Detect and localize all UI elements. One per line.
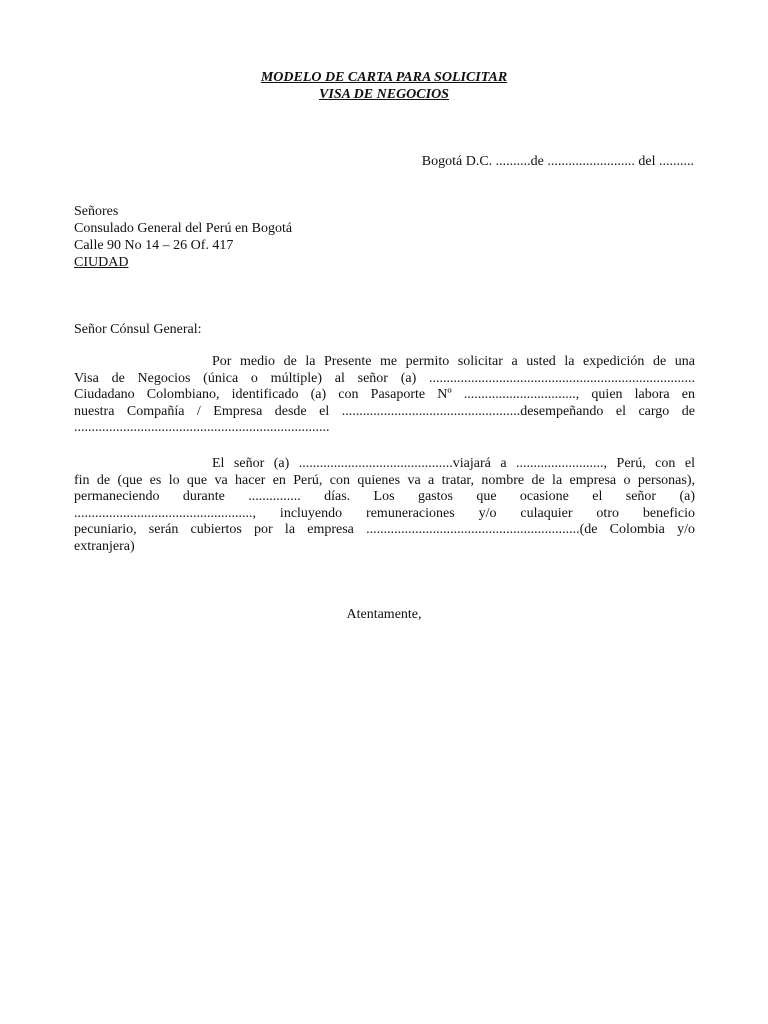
paragraph-line: ..................................................., incluyendo remuneraciones y/o culaquier otro beneficio bbox=[74, 505, 695, 521]
document-title-line-2: VISA DE NEGOCIOS bbox=[319, 87, 449, 102]
paragraph-line: extranjera) bbox=[74, 538, 135, 554]
paragraph-line: Ciudadano Colombiano, identificado (a) con Pasaporte Nº ................................, quien labora en bbox=[74, 387, 695, 402]
paragraph-line: permaneciendo durante ............... días. Los gastos que ocasione el señor (a) bbox=[74, 489, 695, 504]
paragraph-line: Por medio de la Presente me permito solicitar a usted la expedición de una bbox=[212, 354, 695, 369]
paragraph-line: ......................................................................... bbox=[74, 420, 330, 435]
document-title-line-1: MODELO DE CARTA PARA SOLICITAR bbox=[260, 70, 508, 85]
paragraph-line: Visa de Negocios (única o múltiple) al señor (a) ............................................................................ bbox=[74, 370, 695, 386]
recipient-line: Consulado General del Perú en Bogotá bbox=[74, 221, 293, 236]
paragraph-line: fin de (que es lo que va hacer en Perú, con quienes va a tratar, nombre de la empresa o personas), bbox=[74, 472, 695, 488]
recipient-line: Señores bbox=[74, 204, 119, 219]
closing: Atentamente, bbox=[346, 607, 422, 622]
body-paragraph-2 bbox=[74, 455, 695, 554]
paragraph-line: El señor (a) ............................................viajará a ........................., Perú, con el bbox=[212, 456, 695, 471]
date-line: Bogotá D.C. ..........de ......................... del .......... bbox=[421, 154, 694, 169]
paragraph-line: nuestra Compañía / Empresa desde el ...................................................desempeñando el cargo de bbox=[74, 403, 695, 419]
recipient-line: Calle 90 No 14 – 26 Of. 417 bbox=[74, 238, 234, 253]
recipient-city: CIUDAD bbox=[74, 255, 129, 270]
salutation: Señor Cónsul General: bbox=[74, 322, 202, 337]
body-paragraph-1 bbox=[74, 353, 695, 436]
recipient-block bbox=[74, 203, 474, 271]
paragraph-line: pecuniario, serán cubiertos por la empresa .............................................................(de Colombia y/o bbox=[74, 522, 695, 537]
